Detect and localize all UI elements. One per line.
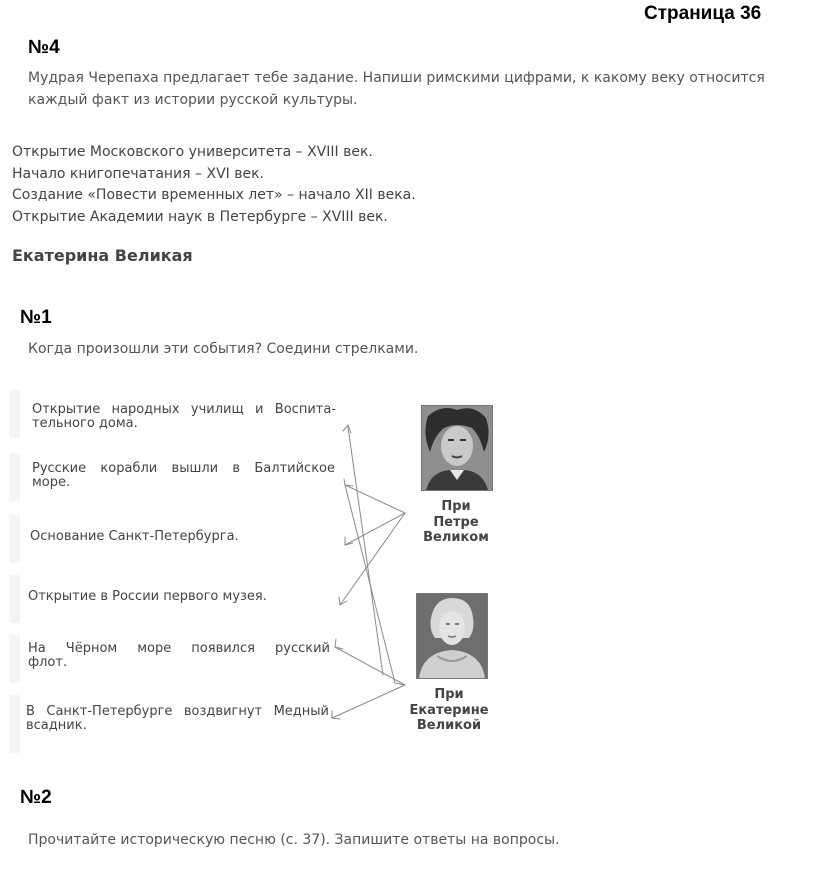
- event-text: На Чёрном море появился русский: [28, 641, 330, 656]
- event-text: В Санкт-Петербурге воздвигнут Медный: [26, 704, 329, 719]
- task-4-answers: [12, 142, 416, 229]
- event-text: Открытие народных училищ и Воспита-: [32, 402, 336, 417]
- ruler-text: Великой: [416, 718, 482, 733]
- ruler-text: При: [434, 687, 464, 702]
- task-4-prompt-line: каждый факт из истории русской культуры.: [28, 92, 358, 108]
- arrow-line: [340, 513, 405, 605]
- event-text: Основание Санкт-Петербурга.: [30, 529, 239, 544]
- event-text: Русские корабли вышли в Балтийское: [32, 461, 335, 476]
- pencil-arrows: [10, 385, 505, 757]
- event-text: тельного дома.: [32, 416, 138, 431]
- matching-worksheet: [10, 385, 505, 757]
- arrow-line: [332, 685, 405, 718]
- section-title: Екатерина Великая: [12, 246, 193, 265]
- arrowhead: [344, 479, 353, 486]
- task-4-prompt-line: Мудрая Черепаха предлагает тебе задание. Напиши римскими цифрами, к какому веку относится: [28, 70, 765, 86]
- ruler-text: При: [441, 499, 471, 514]
- event-text: всадник.: [26, 718, 87, 733]
- page-number: Страница 36: [644, 3, 762, 24]
- task-2-number: №2: [20, 787, 52, 808]
- answer-line: Открытие Академии наук в Петербурге – XVIII век.: [12, 209, 388, 226]
- arrow-line: [335, 647, 405, 685]
- task-2-prompt: Прочитайте историческую песню (с. 37). Запишите ответы на вопросы.: [28, 832, 560, 848]
- arrowhead: [343, 425, 351, 433]
- task-1-prompt: Когда произошли эти события? Соедини стрелками.: [28, 341, 419, 357]
- ruler-text: Великом: [423, 530, 489, 545]
- arrowhead: [335, 639, 343, 649]
- task-4-number: №4: [28, 37, 60, 58]
- event-text: море.: [32, 475, 71, 490]
- answer-line: Открытие Московского университета – XVIII век.: [12, 144, 373, 160]
- task-1-number: №1: [20, 307, 52, 328]
- event-text: флот.: [28, 655, 68, 670]
- answer-line: Начало книгопечатания – XVI век.: [12, 165, 264, 182]
- event-text: Открытие в России первого музея.: [28, 589, 267, 604]
- answer-line: Создание «Повести временных лет» – начало XII века.: [12, 187, 416, 204]
- ruler-text: Петре: [433, 514, 479, 530]
- ruler-text: Екатерине: [409, 702, 489, 718]
- task-4-prompt: [28, 67, 765, 111]
- arrow-line: [345, 513, 405, 545]
